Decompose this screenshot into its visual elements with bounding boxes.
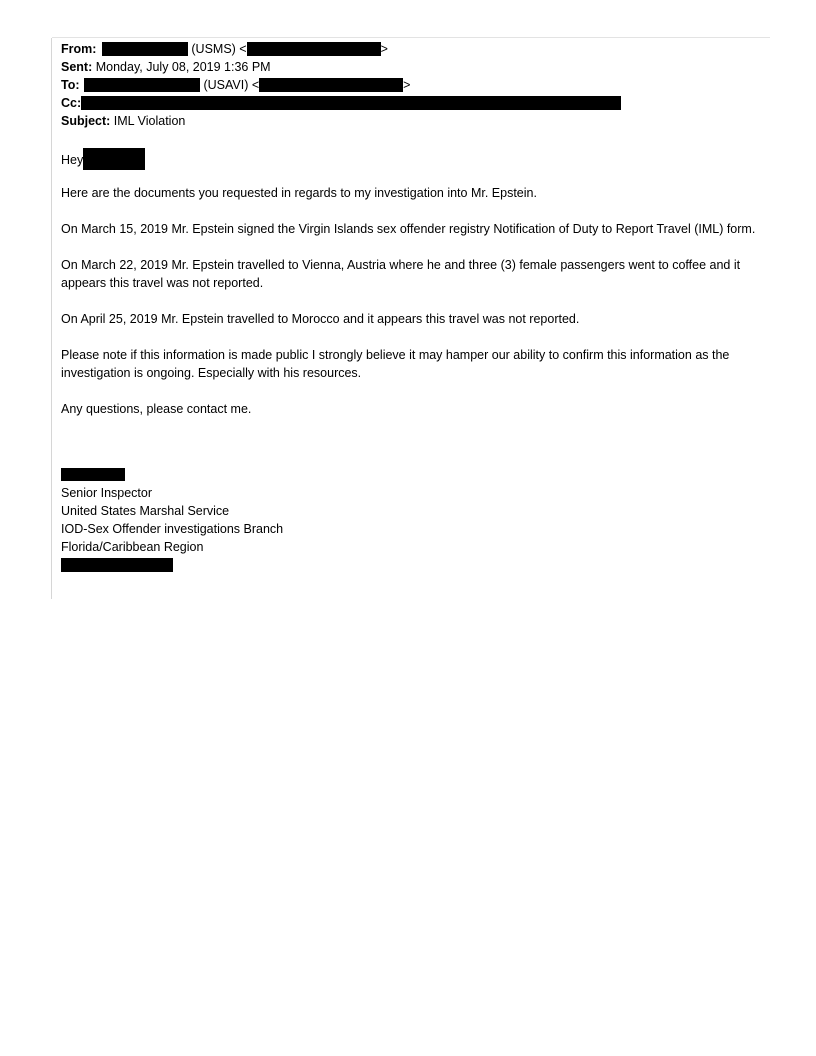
spacer <box>61 170 773 184</box>
quote-border <box>51 38 52 599</box>
spacer <box>61 202 773 220</box>
subject-line <box>61 112 773 130</box>
spacer <box>61 382 773 400</box>
body-paragraph: On March 15, 2019 Mr. Epstein signed the Virgin Islands sex offender registry Notification of Duty to Report Travel (IML) form. <box>61 222 756 236</box>
email-message <box>61 40 773 574</box>
to-line <box>61 76 773 94</box>
greeting-line <box>61 148 773 170</box>
redacted-from-name <box>102 42 188 56</box>
redacted-to-email <box>259 78 403 92</box>
to-label: To: <box>61 78 80 92</box>
redacted-signature-contact <box>61 558 173 572</box>
header-divider <box>52 37 770 38</box>
redacted-to-name <box>84 78 200 92</box>
signature-agency: United States Marshal Service <box>61 504 230 518</box>
to-close: > <box>403 78 411 92</box>
cc-label: Cc: <box>61 96 82 110</box>
redacted-from-email <box>247 42 381 56</box>
spacer <box>61 418 773 466</box>
sent-label: Sent: <box>61 60 93 74</box>
spacer <box>61 130 773 148</box>
from-label: From: <box>61 42 97 56</box>
body-paragraph: Here are the documents you requested in regards to my investigation into Mr. Epstein. <box>61 186 537 200</box>
body-paragraph: On March 22, 2019 Mr. Epstein travelled to Vienna, Austria where he and three (3) female passengers went to coffee and it appears this travel was not reported. <box>61 258 741 290</box>
cc-line <box>61 94 773 112</box>
signature-contact-line <box>61 556 773 574</box>
greeting-text: Hey <box>61 153 84 167</box>
spacer <box>61 292 773 310</box>
signature-branch: IOD-Sex Offender investigations Branch <box>61 522 284 536</box>
spacer <box>61 328 773 346</box>
sent-value: Monday, July 08, 2019 1:36 PM <box>92 60 271 74</box>
from-line <box>61 40 773 58</box>
from-close: > <box>380 42 388 56</box>
sent-line <box>61 58 773 76</box>
signature-name-line <box>61 466 773 484</box>
body-paragraph: Please note if this information is made public I strongly believe it may hamper our ability to confirm this information as the investigation is ongoing. Especially with his resources. <box>61 348 730 380</box>
signature-region: Florida/Caribbean Region <box>61 540 204 554</box>
subject-label: Subject: <box>61 114 111 128</box>
body-paragraph: On April 25, 2019 Mr. Epstein travelled to Morocco and it appears this travel was not reported. <box>61 312 580 326</box>
subject-value: IML Violation <box>110 114 186 128</box>
redacted-cc-list <box>81 96 621 110</box>
body-paragraph: Any questions, please contact me. <box>61 402 252 416</box>
redacted-recipient-name <box>83 148 145 170</box>
signature-title: Senior Inspector <box>61 486 153 500</box>
redacted-signature-name <box>61 468 125 481</box>
to-org: (USAVI) < <box>200 78 260 92</box>
from-org: (USMS) < <box>187 42 247 56</box>
spacer <box>61 238 773 256</box>
